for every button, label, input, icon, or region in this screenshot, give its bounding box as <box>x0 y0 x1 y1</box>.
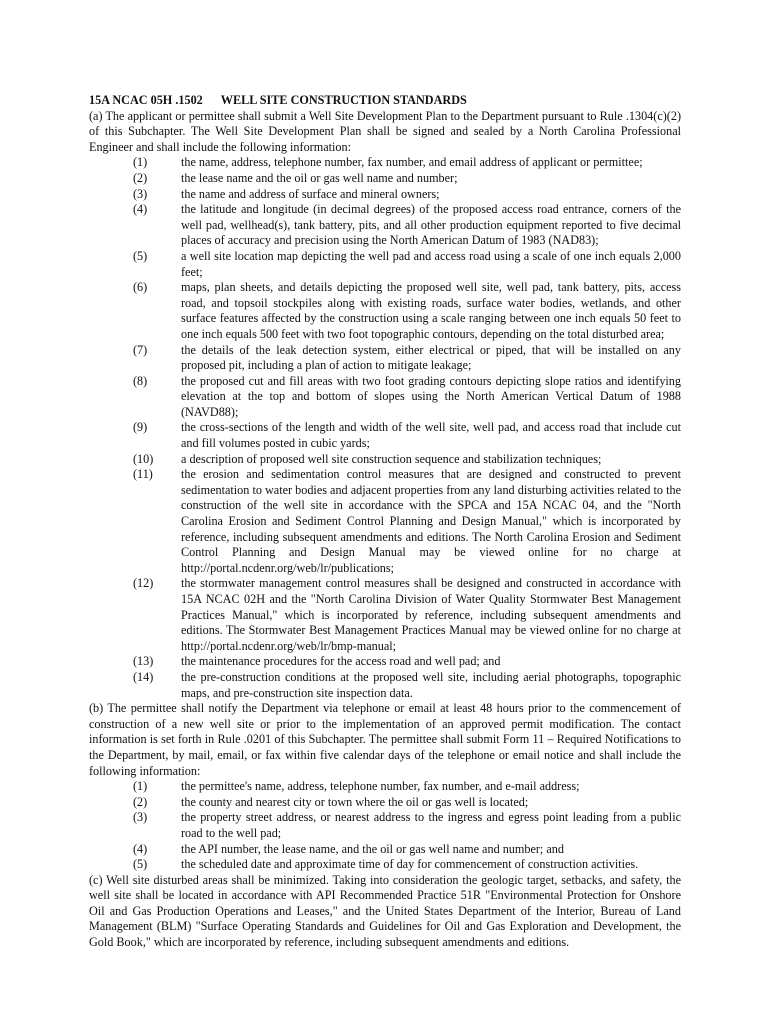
item-text: the details of the leak detection system, either electrical or piped, that will be installed on any proposed pit, including a plan of action to mitigate leakage; <box>181 342 681 373</box>
item-number: (13) <box>133 654 154 669</box>
item-text: the proposed cut and fill areas with two foot grading contours depicting slope ratios and identifying elevation at the top and bottom of slopes using the North American Vertical Datum of 1988 (NAVD88); <box>181 373 681 419</box>
section-c <box>89 873 681 951</box>
list-item <box>89 343 681 374</box>
item-text: the pre-construction conditions at the proposed well site, including aerial photographs, topographic maps, and pre-construction site inspection data. <box>181 669 681 700</box>
item-text: maps, plan sheets, and details depicting the proposed well site, well pad, tank battery, pits, access road, and topsoil stockpiles along with existing roads, surface water bodies, wetlands, and other surface features affected by the construction using a scale ranging between one inch equals 50 feet to one inch equals 500 feet with two foot topographic contours, depending on the total disturbed area; <box>181 280 681 341</box>
item-text: a description of proposed well site construction sequence and stabilization techniques; <box>181 451 602 466</box>
item-number: (4) <box>133 841 148 856</box>
list-item <box>89 810 681 841</box>
item-text: the stormwater management control measures shall be designed and constructed in accordance with 15A NCAC 02H and the "North Carolina Division of Water Quality Stormwater Best Management Practices Manual," which is incorporated by reference, including subsequent amendments and editions. The Stormwater Best Management Practices Manual may be viewed online for no charge at http://portal.ncdenr.org/web/lr/bmp-manual; <box>181 576 681 653</box>
item-number: (3) <box>133 186 148 201</box>
section-b <box>89 701 681 873</box>
document-page <box>89 93 681 951</box>
item-number: (14) <box>133 669 154 684</box>
item-text: the county and nearest city or town where the oil or gas well is located; <box>181 794 529 809</box>
item-number: (6) <box>133 280 148 295</box>
item-number: (7) <box>133 342 148 357</box>
section-intro: (c) Well site disturbed areas shall be minimized. Taking into consideration the geologic target, setbacks, and safety, the well site shall be located in accordance with API Recommended Practice 51R "Environmental Protection for Onshore Oil and Gas Production Operations and Leases," and the United States Department of the Interior, Bureau of Land Management (BLM) "Surface Operating Standards and Guidelines for Oil and Gas Exploration and Development, the Gold Book," which are incorporated by reference, including subsequent amendments and editions. <box>89 872 681 950</box>
item-text: the erosion and sedimentation control measures that are designed and constructed to prevent sedimentation to water bodies and adjacent properties from any land disturbing activities related to the construction of the well site in accordance with the SPCA and 15A NCAC 04, and the "North Carolina Erosion and Sediment Control Planning and Design Manual," which is incorporated by reference, including subsequent amendments and editions. The North Carolina Erosion and Sediment Control Planning and Design Manual may be viewed online for no charge at http://portal.ncdenr.org/web/lr/publications; <box>181 467 681 575</box>
item-number: (2) <box>133 794 148 809</box>
list-item <box>89 576 681 654</box>
item-text: the latitude and longitude (in decimal degrees) of the proposed access road entrance, corners of the well pad, wellhead(s), tank battery, pits, and all other production equipment reported to five decimal places of accuracy and precision using the North American Datum of 1983 (NAD83); <box>181 202 681 248</box>
list-item <box>89 249 681 280</box>
item-list <box>89 779 681 873</box>
list-item <box>89 202 681 249</box>
list-item <box>89 467 681 576</box>
item-list <box>89 155 681 701</box>
item-text: the scheduled date and approximate time of day for commencement of construction activities. <box>181 857 639 872</box>
list-item <box>89 670 681 701</box>
section-intro: (a) The applicant or permittee shall submit a Well Site Development Plan to the Department pursuant to Rule .1304(c)(2) of this Subchapter. The Well Site Development Plan shall be signed and sealed by a North Carolina Professional Engineer and shall include the following information: <box>89 108 681 154</box>
item-number: (10) <box>133 451 154 466</box>
item-text: the cross-sections of the length and width of the well site, well pad, and access road that include cut and fill volumes posted in cubic yards; <box>181 420 681 451</box>
item-number: (4) <box>133 202 148 217</box>
item-number: (1) <box>133 779 148 794</box>
list-item <box>89 171 681 187</box>
item-text: a well site location map depicting the well pad and access road using a scale of one inch equals 2,000 feet; <box>181 248 681 279</box>
list-item <box>89 654 681 670</box>
item-text: the lease name and the oil or gas well name and number; <box>181 170 458 185</box>
item-number: (8) <box>133 373 148 388</box>
item-number: (3) <box>133 810 148 825</box>
list-item <box>89 187 681 203</box>
item-number: (1) <box>133 155 148 170</box>
item-text: the name, address, telephone number, fax number, and email address of applicant or permittee; <box>181 155 643 170</box>
list-item <box>89 420 681 451</box>
item-text: the name and address of surface and mineral owners; <box>181 186 440 201</box>
item-text: the permittee's name, address, telephone number, fax number, and e-mail address; <box>181 779 580 794</box>
list-item <box>89 280 681 342</box>
item-text: the property street address, or nearest address to the ingress and egress point leading from a public road to the well pad; <box>181 810 681 840</box>
section-a <box>89 109 681 702</box>
item-text: the maintenance procedures for the access road and well pad; and <box>181 654 501 669</box>
item-number: (11) <box>133 467 153 482</box>
list-item <box>89 155 681 171</box>
list-item <box>89 795 681 811</box>
item-number: (12) <box>133 576 154 591</box>
item-number: (5) <box>133 857 148 872</box>
section-intro: (b) The permittee shall notify the Department via telephone or email at least 48 hours prior to the commencement of construction of a new well site or prior to the implementation of an approved permit modification. The contact information is set forth in Rule .0201 of this Subchapter. The permittee shall submit Form 11 – Required Notifications to the Department, by mail, email, or fax within five calendar days of the telephone or email notice and shall include the following information: <box>89 701 681 778</box>
item-text: the API number, the lease name, and the oil or gas well name and number; and <box>181 841 564 856</box>
list-item <box>89 857 681 873</box>
item-number: (5) <box>133 248 148 263</box>
item-number: (2) <box>133 170 148 185</box>
list-item <box>89 779 681 795</box>
item-number: (9) <box>133 420 148 435</box>
list-item <box>89 452 681 468</box>
rule-heading: 15A NCAC 05H .1502 WELL SITE CONSTRUCTION STANDARDS <box>89 93 467 107</box>
list-item <box>89 842 681 858</box>
list-item <box>89 374 681 421</box>
